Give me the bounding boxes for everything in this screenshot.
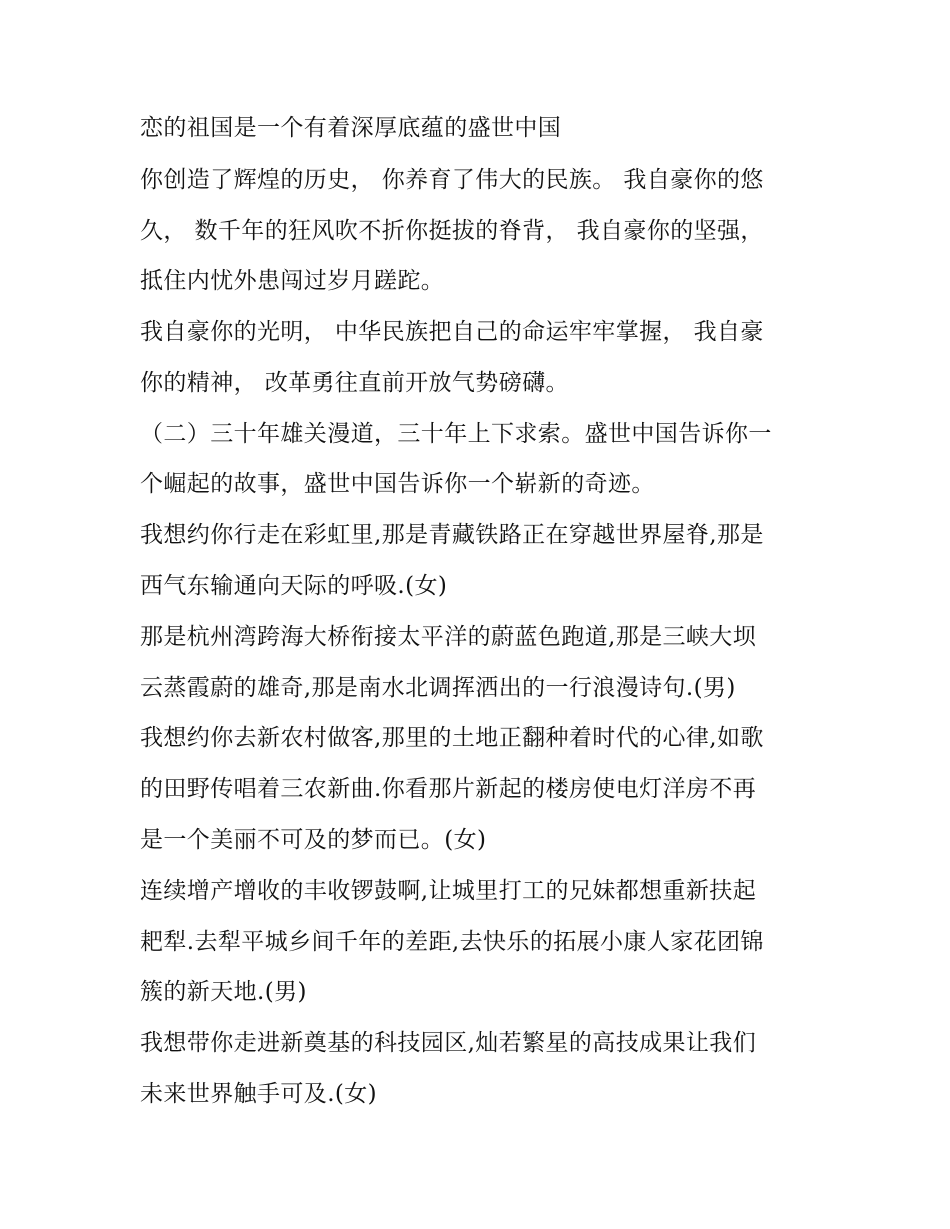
- text-line: 我想约你行走在彩虹里,那是青藏铁路正在穿越世界屋脊,那是: [140, 522, 764, 548]
- text-line: 耙犁.去犁平城乡间千年的差距,去快乐的拓展小康人家花团锦: [140, 929, 764, 955]
- text-line: 连续增产增收的丰收锣鼓啊,让城里打工的兄妹都想重新扶起: [140, 878, 757, 904]
- text-line: 你的精神， 改革勇往直前开放气势磅礴。: [140, 370, 569, 396]
- text-line: 你创造了辉煌的历史， 你养育了伟大的民族。 我自豪你的悠: [140, 167, 764, 193]
- text-line: 我自豪你的光明， 中华民族把自己的命运牢牢掌握， 我自豪: [140, 319, 764, 345]
- text-line: 未来世界触手可及.(女): [140, 1081, 378, 1107]
- text-line: 恋的祖国是一个有着深厚底蕴的盛世中国: [140, 115, 562, 141]
- text-line: 簇的新天地.(男): [140, 979, 307, 1005]
- text-line: 的田野传唱着三农新曲.你看那片新起的楼房使电灯洋房不再: [140, 776, 757, 802]
- text-line: 久， 数千年的狂风吹不折你挺拔的脊背， 我自豪你的坚强，: [140, 218, 764, 244]
- text-line: （二）三十年雄关漫道，三十年上下求索。盛世中国告诉你一: [140, 421, 772, 447]
- text-line: 个崛起的故事，盛世中国告诉你一个崭新的奇迹。: [140, 471, 655, 497]
- text-line: 西气东输通向天际的呼吸.(女): [140, 573, 448, 599]
- text-line: 我想带你走进新奠基的科技园区,灿若繁星的高技成果让我们: [140, 1030, 757, 1056]
- text-line: 是一个美丽不可及的梦而已。(女): [140, 827, 487, 853]
- text-line: 我想约你去新农村做客,那里的土地正翻种着时代的心律,如歌: [140, 725, 764, 751]
- text-line: 那是杭州湾跨海大桥衔接太平洋的蔚蓝色跑道,那是三峡大坝: [140, 624, 757, 650]
- text-line: 抵住内忧外患闯过岁月蹉跎。: [140, 268, 445, 294]
- text-line: 云蒸霞蔚的雄奇,那是南水北调挥洒出的一行浪漫诗句.(男): [140, 675, 736, 701]
